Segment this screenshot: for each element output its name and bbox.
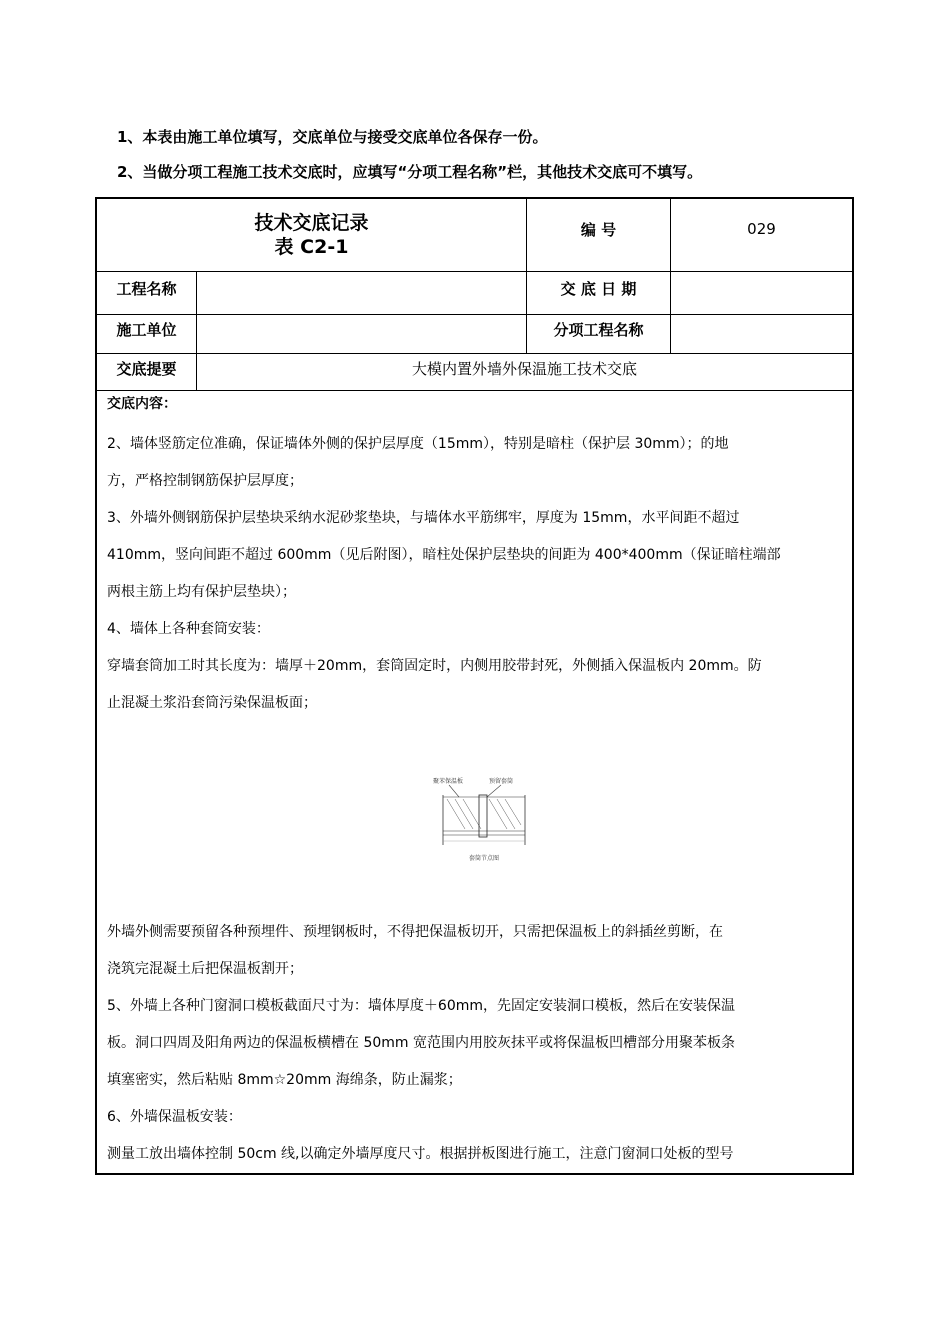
figure-label-insulation: 聚苯保温板 [433,778,464,785]
summary-label: 交底提要 [116,359,177,378]
content-line: 方，严格控制钢筋保护层厚度； [107,473,303,489]
figure-label-sleeve: 预留套筒 [489,778,514,785]
content-line: 填塞密实，然后粘贴 8mm☆20mm 海绵条，防止漏浆； [107,1072,462,1088]
number-label: 编 号 [580,220,617,239]
disclosure-date-label: 交 底 日 期 [560,279,637,298]
content-label: 交底内容： [107,396,177,412]
instruction-note-1: 1、本表由施工单位填写，交底单位与接受交底单位各保存一份。 [117,128,548,146]
subitem-name-label: 分项工程名称 [553,320,644,339]
summary-value: 大模内置外墙外保温施工技术交底 [411,359,637,378]
subitem-name-field[interactable] [671,314,852,353]
content-line: 410mm，竖向间距不超过 600mm（见后附图），暗柱处保护层垫块的间距为 400*400mm（保证暗柱端部 [107,547,781,563]
disclosure-record-form [95,197,854,1175]
form-title: 技术交底记录 [254,212,369,234]
content-line: 浇筑完混凝土后把保温板割开； [107,961,303,977]
contractor-field[interactable] [197,314,526,353]
instruction-note-2: 2、当做分项工程施工技术交底时，应填写“分项工程名称”栏，其他技术交底可不填写。 [117,163,703,181]
content-line: 5、外墙上各种门窗洞口模板截面尺寸为：墙体厚度＋60mm，先固定安装洞口模板，然后在安装保温 [107,998,735,1014]
content-line: 2、墙体竖筋定位准确，保证墙体外侧的保护层厚度（15mm），特别是暗柱（保护层 30mm）；的地 [107,436,729,452]
form-code: 表 C2-1 [274,236,349,258]
content-line: 止混凝土浆沿套筒污染保温板面； [107,695,317,711]
figure-caption: 套筒节点图 [469,855,500,862]
project-name-field[interactable] [197,271,526,314]
content-line: 4、墙体上各种套筒安装： [107,621,270,637]
content-line: 穿墙套筒加工时其长度为：墙厚＋20mm，套筒固定时，内侧用胶带封死，外侧插入保温板内 20mm。防 [107,658,762,674]
disclosure-date-field[interactable] [671,271,852,314]
sleeve-node-drawing [429,775,539,865]
sleeve-node-svg [429,775,539,865]
number-value: 029 [747,220,776,238]
contractor-label: 施工单位 [116,320,177,339]
content-line: 6、外墙保温板安装： [107,1109,242,1125]
content-line: 测量工放出墙体控制 50cm 线,以确定外墙厚度尺寸。根据拼板图进行施工，注意门窗洞口处板的型号 [107,1146,734,1162]
form-title-block [97,199,526,271]
disclosure-content [107,396,844,722]
content-line: 板。洞口四周及阳角两边的保温板横槽在 50mm 宽范围内用胶灰抹平或将保温板凹槽部分用聚苯板条 [107,1035,735,1051]
content-line: 3、外墙外侧钢筋保护层垫块采纳水泥砂浆垫块，与墙体水平筋绑牢，厚度为 15mm，水平间距不超过 [107,510,740,526]
content-line: 两根主筋上均有保护层垫块）； [107,584,296,600]
content-line: 外墙外侧需要预留各种预埋件、预埋钢板时，不得把保温板切开，只需把保温板上的斜插丝剪断，在 [107,924,723,940]
project-name-label: 工程名称 [116,279,177,298]
disclosure-content-continued [107,914,844,1173]
